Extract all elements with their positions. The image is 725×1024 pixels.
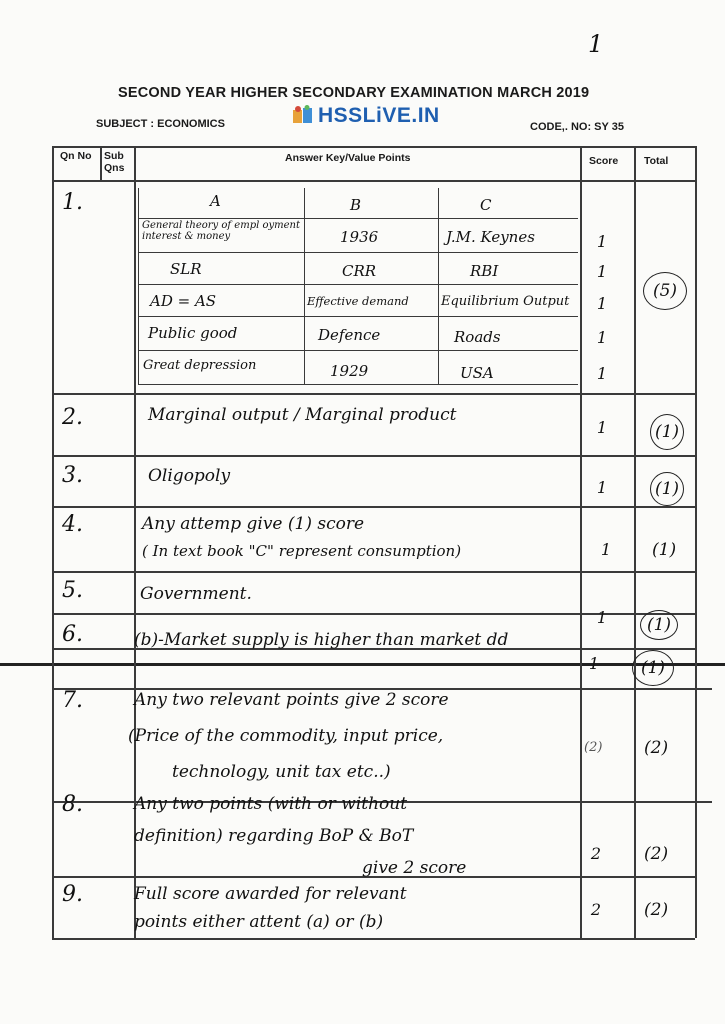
q7-answer-line-3: technology, unit tax etc..) [172,762,391,782]
q8-score: 2 [590,844,602,863]
q2-number: 2. [62,405,83,430]
q1-col-a: A [210,192,221,210]
q6-score: 1 [588,654,600,673]
q6-number: 6. [62,622,83,647]
q1-row-2-a: SLR [170,260,202,278]
q2-score: 1 [596,418,608,437]
q2-total: (1) [650,414,684,450]
q1-row-4-score: 1 [596,328,608,347]
q7-total: (2) [644,738,669,758]
q7-number: 7. [62,688,83,713]
q8-answer-line-1: Any two points (with or without [134,794,408,814]
q3-answer: Oligopoly [148,466,231,486]
header-sub-qns: Sub Qns [104,150,125,174]
q1-col-b: B [350,196,362,214]
q9-answer-line-2: points either attent (a) or (b) [134,912,384,932]
q3-score: 1 [596,478,608,497]
q5-total: (1) [640,610,678,640]
q1-row-3-c: Equilibrium Output [441,294,570,309]
logo-icon [292,105,314,127]
q4-score: 1 [600,540,612,559]
q9-score: 2 [590,900,602,919]
subject-label: SUBJECT : ECONOMICS [96,118,225,130]
q4-answer-line-1: Any attemp give (1) score [142,514,365,534]
q1-row-3-b: Effective demand [307,294,409,308]
q1-row-2-b: CRR [342,262,377,280]
q5-score: 1 [596,608,608,627]
q1-row-1-a: General theory of empl oyment interest & money [142,220,300,242]
hsslive-logo [292,104,440,128]
q4-total: (1) [652,540,677,560]
q6-answer: (b)-Market supply is higher than market dd [134,630,509,650]
q7-answer-line-1: Any two relevant points give 2 score [134,690,449,710]
q1-row-5-c: USA [460,364,494,382]
q1-row-3-score: 1 [596,294,608,313]
q7-answer-line-2: (Price of the commodity, input price, [128,726,444,746]
q8-answer-line-2: definition) regarding BoP & BoT [134,826,414,846]
q5-number: 5. [62,578,83,603]
q1-row-4-c: Roads [454,328,501,346]
q4-answer-line-2: ( In text book "C" represent consumption) [142,542,462,560]
q7-score: (2) [584,740,603,755]
q1-col-c: C [480,196,492,214]
q1-row-5-b: 1929 [330,362,369,380]
q1-row-1-score: 1 [596,232,608,251]
q6-total: (1) [632,650,674,686]
q1-total: (5) [643,272,687,310]
q3-total: (1) [650,472,684,506]
q9-number: 9. [62,882,83,907]
q1-number: 1. [62,190,83,215]
q1-row-5-a: Great depression [143,358,257,373]
page-number: 1 [588,30,604,58]
q9-total: (2) [644,900,669,920]
q1-row-2-score: 1 [596,262,608,281]
q8-number: 8. [62,792,83,817]
header-answer-key: Answer Key/Value Points [285,152,411,164]
q1-row-2-c: RBI [470,262,499,280]
q1-row-4-a: Public good [148,324,238,342]
header-score: Score [589,155,619,167]
q8-total: (2) [644,844,669,864]
exam-title: SECOND YEAR HIGHER SECONDARY EXAMINATION MARCH 2019 [118,85,590,101]
q9-answer-line-1: Full score awarded for relevant [134,884,407,904]
q2-answer: Marginal output / Marginal product [148,405,457,425]
q8-answer-line-3: give 2 score [362,858,467,878]
q4-number: 4. [62,512,83,537]
q1-row-1-c: J.M. Keynes [446,228,535,246]
logo-text: HSSLiVE.IN [318,104,440,127]
q1-row-1-b: 1936 [340,228,379,246]
q1-row-5-score: 1 [596,364,608,383]
q5-answer: Government. [140,584,252,604]
header-total: Total [644,155,669,167]
q3-number: 3. [62,463,83,488]
header-qn-no: Qn No [60,150,92,162]
q1-row-4-b: Defence [318,326,381,344]
code-number: CODE,. NO: SY 35 [530,121,624,133]
q1-row-3-a: AD = AS [150,292,217,310]
